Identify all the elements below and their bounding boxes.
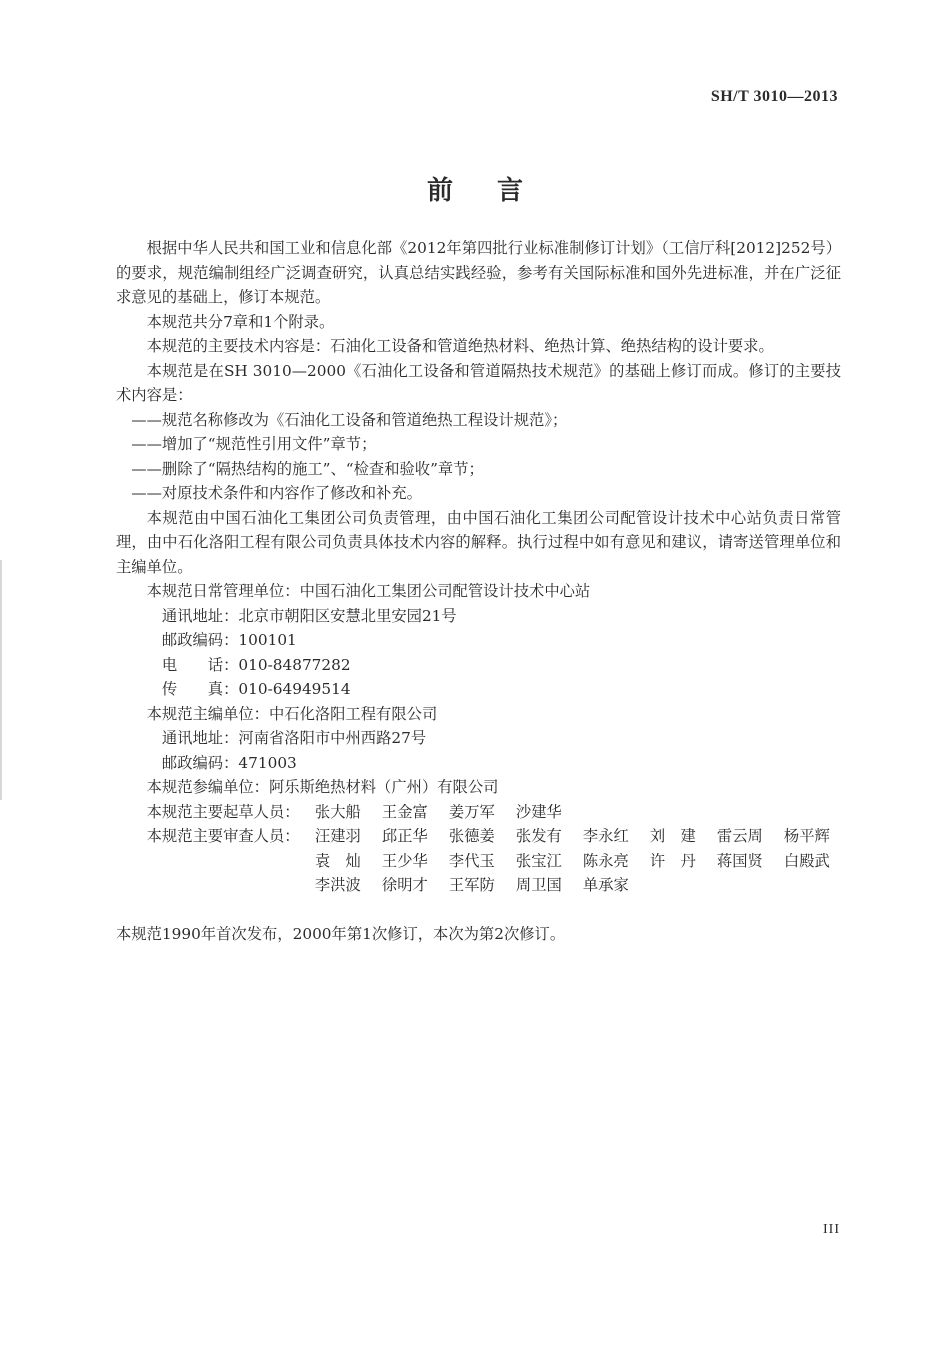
chief-unit-line: 本规范主编单位：中石化洛阳工程有限公司 [146,704,438,723]
person-name: 蒋国贤 [716,851,763,870]
reviewers-row-2 [116,849,841,874]
paragraph-main-content: 本规范的主要技术内容是：石油化工设备和管道绝热材料、绝热计算、绝热结构的设计要求。 [146,337,774,355]
paragraph-structure: 本规范共分7章和1个附录。 [146,312,335,331]
address-value: 河南省洛阳市中州西路27号 [238,729,427,747]
management-address [116,604,841,629]
person-name: 刘 建 [649,827,696,845]
page-title: 前言 [426,176,567,206]
reviewers-label: 本规范主要审查人员： [146,827,300,845]
person-name: 雷云周 [716,827,763,845]
person-name: 李永红 [582,827,629,845]
reviewers-names-row-3 [315,873,650,898]
reviewers-names-row-1 [315,824,851,849]
postcode-label: 邮政编码： [161,753,239,772]
fax-label: 传 真： [161,680,239,698]
paragraph-revision: 本规范是在SH 3010—2000《石油化工设备和管道隔热技术规范》的基础上修订而成。修订的主要技术内容是： [116,361,841,404]
chief-postcode [116,751,841,776]
page-edge-shadow [0,560,2,800]
revision-item: ——规范名称修改为《石油化工设备和管道绝热工程设计规范》； [131,410,568,429]
person-name: 王军防 [448,876,495,894]
paragraph-management: 本规范由中国石油化工集团公司负责管理，由中国石油化工集团公司配管设计技术中心站负责日常管理，由中石化洛阳工程有限公司负责具体技术内容的解释。执行过程中如有意见和建议，请寄送管理单位和主编单位。 [116,508,841,576]
postcode-value: 471003 [238,753,297,772]
person-name: 张德姜 [448,827,495,845]
person-name: 沙建华 [515,802,562,821]
standard-code: SH/T 3010—2013 [710,88,838,105]
person-name: 白殿武 [783,851,830,870]
person-name: 李代玉 [448,851,495,870]
person-name: 姜万军 [448,802,495,821]
person-name: 杨平辉 [783,827,830,845]
person-name: 李洪波 [314,876,361,894]
person-name: 王金富 [381,802,428,821]
person-name: 徐明才 [381,876,428,894]
drafters-label: 本规范主要起草人员： [146,802,300,821]
participating-unit-line: 本规范参编单位：阿乐斯绝热材料（广州）有限公司 [146,778,499,796]
address-label: 通讯地址： [161,606,239,625]
page-number: III [823,1222,840,1237]
management-postcode [116,628,841,653]
chief-address [116,726,841,751]
reviewers-names-row-2 [315,849,851,874]
fax-value: 010-64949514 [238,680,351,698]
revision-item: ——增加了“规范性引用文件”章节； [131,435,377,453]
person-name: 陈永亮 [582,851,629,870]
person-name: 张宝江 [515,851,562,870]
paragraph-basis: 根据中华人民共和国工业和信息化部《2012年第四批行业标准制修订计划》（工信厅科[2012]252号）的要求，规范编制组经广泛调查研究，认真总结实践经验，参考有关国际标准和国外先进标准，并在广泛征求意见的基础上，修订本规范。 [116,239,841,306]
drafters-row [116,800,841,825]
address-value: 北京市朝阳区安慧北里安园21号 [238,606,457,625]
person-name: 许 丹 [649,851,696,870]
address-label: 通讯地址： [161,729,239,747]
phone-label: 电 话： [161,655,239,674]
person-name: 张大船 [314,802,361,821]
person-name: 王少华 [381,851,428,870]
person-name: 汪建羽 [314,827,361,845]
person-name: 单承家 [582,876,629,894]
management-unit-line: 本规范日常管理单位：中国石油化工集团公司配管设计技术中心站 [146,582,591,600]
person-name: 袁 灿 [314,851,361,870]
person-name: 周卫国 [515,876,562,894]
revision-item: ——删除了“隔热结构的施工”、“检查和验收”章节； [131,459,484,478]
reviewers-row-3 [116,873,841,898]
management-phone [116,653,841,678]
postcode-label: 邮政编码： [161,631,239,649]
revision-item: ——对原技术条件和内容作了修改和补充。 [131,484,422,502]
management-fax [116,677,841,702]
foreword-body [116,236,841,946]
revision-history: 本规范1990年首次发布，2000年第1次修订，本次为第2次修订。 [116,924,566,943]
person-name: 张发有 [515,827,562,845]
reviewers-row [116,824,841,849]
drafters-names [315,800,583,825]
person-name: 邱正华 [381,827,428,845]
phone-value: 010-84877282 [238,655,351,674]
postcode-value: 100101 [238,631,297,649]
